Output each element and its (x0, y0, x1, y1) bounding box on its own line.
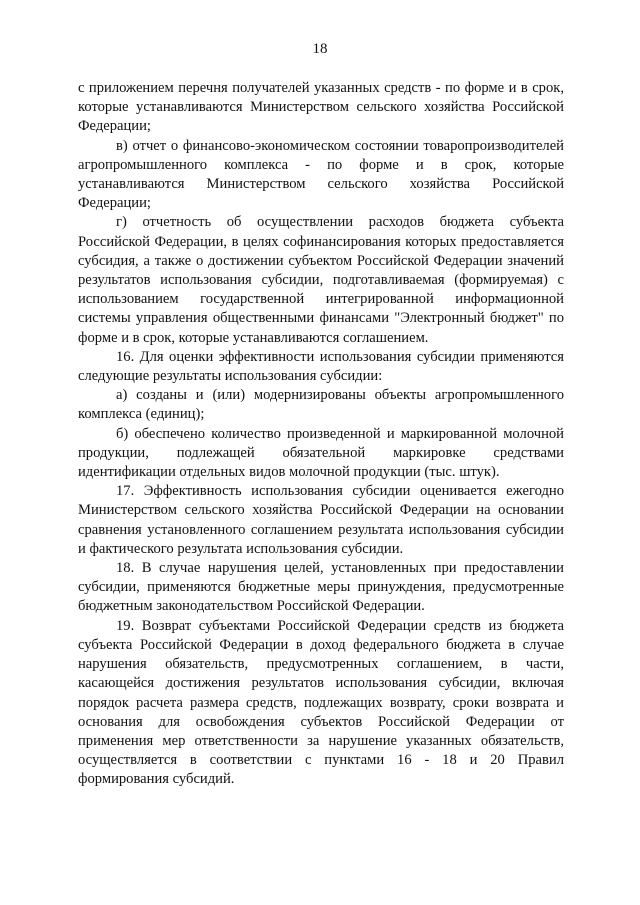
paragraph-16: 16. Для оценки эффективности использования субсидии применяются следующие результаты использования субсидии: (78, 348, 564, 385)
paragraph-17: 17. Эффективность использования субсидии оценивается ежегодно Министерством сельского хозяйства Российской Федерации на основании сравнения установленного соглашением результата использования субсидии и фактического результата использования субсидии. (78, 483, 564, 557)
paragraph-18: 18. В случае нарушения целей, установленных при предоставлении субсидии, применяются бюджетные меры принуждения, предусмотренные бюджетным законодательством Российской Федерации. (78, 560, 564, 615)
paragraph-continuation: с приложением перечня получателей указанных средств - по форме и в срок, которые устанавливаются Министерством сельского хозяйства Российской Федерации; (78, 80, 564, 135)
paragraph-item-v: в) отчет о финансово-экономическом состоянии товаропроизводителей агропромышленного комплекса - по форме и в срок, которые устанавливаются Министерством сельского хозяйства Российской Федерации; (78, 137, 564, 212)
page-number: 18 (312, 41, 328, 57)
paragraph-item-g: г) отчетность об осуществлении расходов бюджета субъекта Российской Федерации, в целях софинансирования которых предоставляется субсидия, а также о достижении субъектом Российской Федерации значений результатов использования субсидии, подготавливаемая (формируемая) с использованием государственной интегрированной информационной системы управления общественными финансами "Электронный бюджет" по форме и в срок, которые устанавливаются соглашением. (78, 214, 564, 346)
paragraph-item-a: а) созданы и (или) модернизированы объекты агропромышленного комплекса (единиц); (78, 387, 564, 423)
paragraph-19: 19. Возврат субъектами Российской Федерации средств из бюджета субъекта Российской Федерации в доход федерального бюджета в случае нарушения обязательств, предусмотренных соглашением, в части, касающейся достижения результатов использования субсидии, включая порядок расчета размера средств, подлежащих возврату, сроки возврата и основания для освобождения субъектов Российской Федерации от применения мер ответственности за нарушение указанных обязательств, осуществляется в соответствии с пунктами 16 - 18 и 20 Правил формирования субсидий. (78, 617, 564, 788)
document-body (78, 79, 564, 790)
paragraph-item-b: б) обеспечено количество произведенной и маркированной молочной продукции, подлежащей обязательной маркировке средствами идентификации отдельных видов молочной продукции (тыс. штук). (78, 425, 564, 481)
